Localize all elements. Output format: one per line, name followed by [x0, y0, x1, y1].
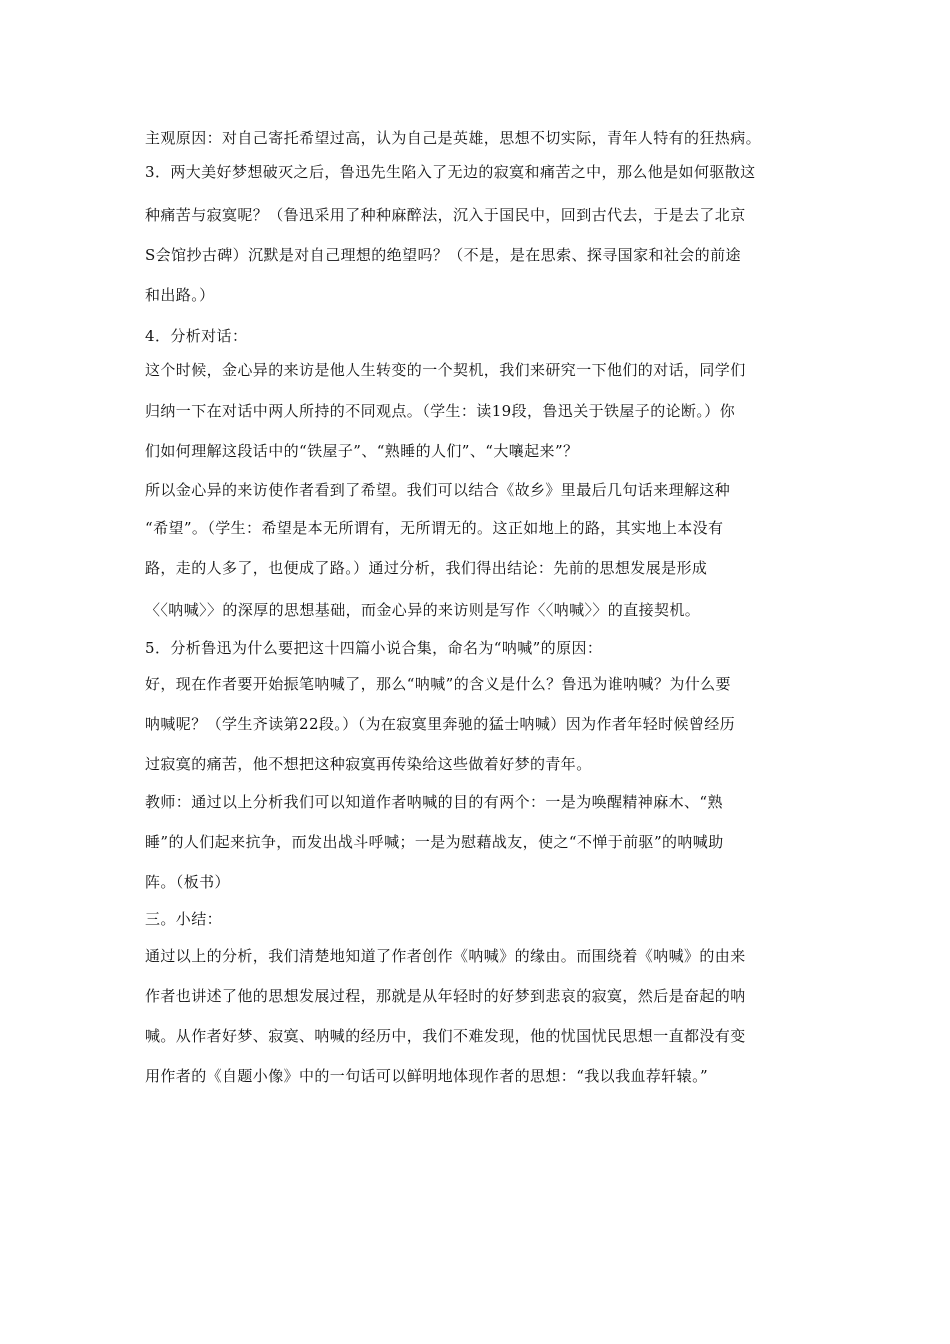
- text-line: 呐喊呢？（学生齐读第22段。）（为在寂寞里奔驰的猛士呐喊）因为作者年轻时候曾经历: [145, 715, 736, 733]
- text-line: 这个时候，金心异的来访是他人生转变的一个契机，我们来研究一下他们的对话，同学们: [145, 361, 746, 379]
- text-line: 路，走的人多了，也便成了路。）通过分析，我们得出结论：先前的思想发展是形成: [145, 559, 708, 577]
- text-line: 所以金心异的来访使作者看到了希望。我们可以结合《故乡》里最后几句话来理解这种: [145, 481, 731, 499]
- text-line: 喊。从作者好梦、寂寞、呐喊的经历中，我们不难发现，他的忧国忧民思想一直都没有变: [145, 1027, 746, 1045]
- text-line: 睡”的人们起来抗争，而发出战斗呼喊；一是为慰藉战友，使之“不惮于前驱”的呐喊助: [145, 833, 724, 851]
- text-line: “希望”。（学生：希望是本无所谓有，无所谓无的。这正如地上的路，其实地上本没有: [145, 519, 724, 537]
- text-line: 和出路。）: [145, 286, 215, 304]
- text-line: 用作者的《自题小像》中的一句话可以鲜明地体现作者的思想：“我以我血荐轩辕。”: [145, 1067, 709, 1085]
- text-line: 通过以上的分析，我们清楚地知道了作者创作《呐喊》的缘由。而围绕着《呐喊》的由来: [145, 947, 746, 965]
- section-heading: 5．分析鲁迅为什么要把这十四篇小说合集，命名为“呐喊”的原因：: [145, 639, 603, 657]
- text-line: 〈〈呐喊〉〉的深厚的思想基础，而金心异的来访则是写作〈〈呐喊〉〉的直接契机。: [145, 601, 701, 619]
- text-line: 好，现在作者要开始振笔呐喊了，那么“呐喊”的含义是什么？鲁迅为谁呐喊？为什么要: [145, 675, 731, 693]
- text-line: 过寂寞的痛苦，他不想把这种寂寞再传染给这些做着好梦的青年。: [145, 755, 592, 773]
- text-line: 阵。（板书）: [145, 873, 230, 891]
- section-heading: 4．分析对话：: [145, 327, 248, 345]
- text-line: 作者也讲述了他的思想发展过程，那就是从年轻时的好梦到悲哀的寂寞，然后是奋起的呐: [145, 987, 746, 1005]
- section-heading: 三。小结：: [145, 910, 223, 928]
- text-line: 教师：通过以上分析我们可以知道作者呐喊的目的有两个：一是为唤醒精神麻木、“熟: [145, 793, 723, 811]
- text-line: 3．两大美好梦想破灭之后，鲁迅先生陷入了无边的寂寞和痛苦之中，那么他是如何驱散这: [145, 163, 756, 181]
- text-line: S会馆抄古碑）沉默是对自己理想的绝望吗？（不是，是在思索、探寻国家和社会的前途: [145, 246, 741, 264]
- text-line: 们如何理解这段话中的“铁屋子”、“熟睡的人们”、“大嚷起来”？: [145, 442, 579, 460]
- text-line: 归纳一下在对话中两人所持的不同观点。（学生：读19段，鲁迅关于铁屋子的论断。）你: [145, 402, 736, 420]
- text-line: 种痛苦与寂寞呢？（鲁迅采用了种种麻醉法，沉入于国民中，回到古代去，于是去了北京: [145, 206, 746, 224]
- text-line: 主观原因：对自己寄托希望过高，认为自己是英雄，思想不切实际，青年人特有的狂热病。: [145, 129, 762, 147]
